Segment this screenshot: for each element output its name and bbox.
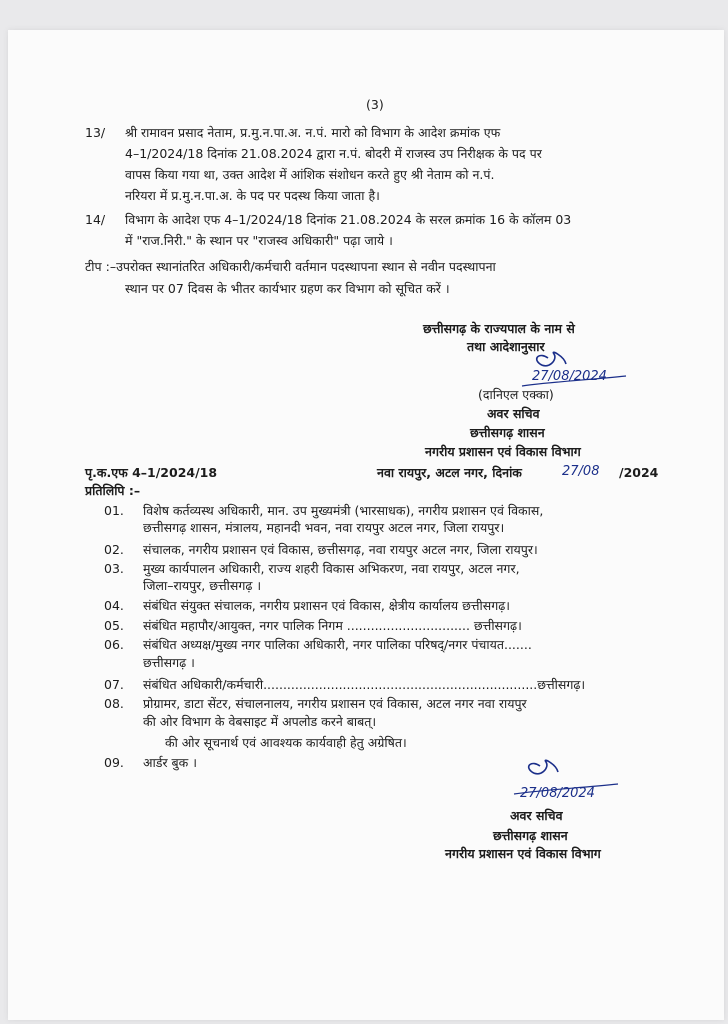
list-item: छत्तीसगढ़ ।	[143, 655, 195, 670]
handwritten-date: 27/08	[562, 464, 600, 479]
list-item: संचालक, नगरीय प्रशासन एवं विकास, छत्तीसगढ़, नवा रायपुर अटल नगर, जिला रायपुर।	[143, 542, 538, 557]
government-name: छत्तीसगढ़ शासन	[470, 425, 545, 440]
list-item: आर्डर बुक ।	[143, 755, 197, 770]
order-line: नरियरा में प्र.मु.न.पा.अ. के पद पर पदस्थ किया जाता है।	[125, 188, 380, 203]
list-item-number: 01.	[104, 503, 124, 518]
list-item-number: 05.	[104, 618, 124, 633]
handwritten-date: 27/08/2024	[520, 786, 595, 801]
officer-name: (दानिएल एक्का)	[478, 387, 554, 402]
list-item-number: 09.	[104, 755, 124, 770]
copy-heading: प्रतिलिपि :–	[85, 483, 141, 498]
list-item: संबंधित अधिकारी/कर्मचारी.....................................................................छत्तीसगढ़।	[143, 677, 586, 692]
note-line: टीप :–उपरोक्त स्थानांतरित अधिकारी/कर्मचारी वर्तमान पदस्थापना स्थान से नवीन पदस्थापना	[85, 259, 496, 274]
reference-number: पृ.क.एफ 4–1/2024/18	[85, 465, 218, 480]
list-item: छत्तीसगढ़ शासन, मंत्रालय, महानदी भवन, नवा रायपुर अटल नगर, जिला रायपुर।	[143, 520, 505, 535]
list-item: प्रोग्रामर, डाटा सेंटर, संचालनालय, नगरीय प्रशासन एवं विकास, अटल नगर नवा रायपुर	[143, 696, 527, 711]
officer-designation: अवर सचिव	[487, 406, 540, 421]
government-name: छत्तीसगढ़ शासन	[493, 828, 568, 843]
handwritten-date: 27/08/2024	[532, 369, 607, 384]
order-number: 13/	[85, 125, 106, 140]
list-item: जिला–रायपुर, छत्तीसगढ़ ।	[143, 578, 262, 593]
department-name: नगरीय प्रशासन एवं विकास विभाग	[425, 444, 581, 459]
page-number: (3)	[366, 97, 384, 112]
list-item: की ओर विभाग के वेबसाइट में अपलोड करने बाबत्।	[143, 714, 377, 729]
list-item-number: 08.	[104, 696, 124, 711]
note-line: स्थान पर 07 दिवस के भीतर कार्यभार ग्रहण कर विभाग को सूचित करें ।	[125, 281, 450, 296]
list-item-number: 06.	[104, 637, 124, 652]
list-item: मुख्य कार्यपालन अधिकारी, राज्य शहरी विकास अभिकरण, नवा रायपुर, अटल नगर,	[143, 561, 520, 576]
order-line: वापस किया गया था, उक्त आदेश में आंशिक संशोधन करते हुए श्री नेताम को न.पं.	[125, 167, 495, 182]
place-date-prefix: नवा रायपुर, अटल नगर, दिनांक	[377, 465, 522, 480]
list-item: विशेष कर्तव्यस्थ अधिकारी, मान. उप मुख्यमंत्री (भारसाधक), नगरीय प्रशासन एवं विकास,	[143, 503, 544, 518]
officer-designation: अवर सचिव	[510, 808, 563, 823]
list-item-number: 03.	[104, 561, 124, 576]
forwarding-note: की ओर सूचनार्थ एवं आवश्यक कार्यवाही हेतु अग्रेषित।	[165, 735, 407, 750]
list-item-number: 02.	[104, 542, 124, 557]
order-line: में "राज.निरी." के स्थान पर "राजस्व अधिकारी" पढ़ा जाये ।	[125, 233, 393, 248]
governor-name-line: छत्तीसगढ़ के राज्यपाल के नाम से	[423, 321, 575, 336]
department-name: नगरीय प्रशासन एवं विकास विभाग	[445, 846, 601, 861]
order-line: 4–1/2024/18 दिनांक 21.08.2024 द्वारा न.पं. बोदरी में राजस्व उप निरीक्षक के पद पर	[125, 146, 542, 161]
order-line: श्री रामावन प्रसाद नेताम, प्र.मु.न.पा.अ. न.पं. मारो को विभाग के आदेश क्रमांक एफ	[125, 125, 501, 140]
list-item-number: 04.	[104, 598, 124, 613]
list-item: संबंधित महापौर/आयुक्त, नगर पालिक निगम ............................... छत्तीसगढ़।	[143, 618, 522, 633]
order-number: 14/	[85, 212, 106, 227]
order-line: विभाग के आदेश एफ 4–1/2024/18 दिनांक 21.08.2024 के सरल क्रमांक 16 के कॉलम 03	[125, 212, 572, 227]
order-by-line: तथा आदेशानुसार	[467, 339, 545, 354]
list-item: संबंधित संयुक्त संचालक, नगरीय प्रशासन एवं विकास, क्षेत्रीय कार्यालय छत्तीसगढ़।	[143, 598, 511, 613]
list-item: संबंधित अध्यक्ष/मुख्य नगर पालिका अधिकारी, नगर पालिका परिषद्/नगर पंचायत.......	[143, 637, 532, 652]
date-year: /2024	[619, 465, 659, 480]
list-item-number: 07.	[104, 677, 124, 692]
